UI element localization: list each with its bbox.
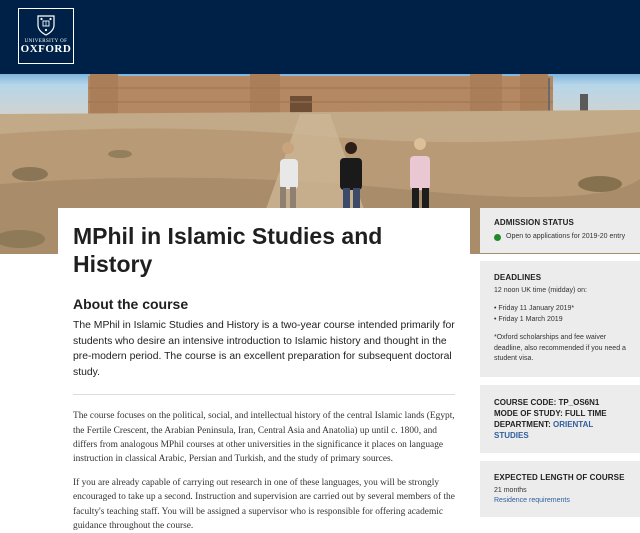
divider xyxy=(73,394,455,395)
course-length-title: EXPECTED LENGTH OF COURSE xyxy=(494,472,625,482)
course-code: COURSE CODE: TP_OS6N1 xyxy=(494,397,600,407)
about-heading: About the course xyxy=(73,296,189,312)
mode-of-study: MODE OF STUDY: FULL TIME xyxy=(494,408,607,418)
admission-status-card xyxy=(480,208,640,253)
department-line xyxy=(494,419,626,441)
course-code-card xyxy=(480,385,640,453)
department-link[interactable]: ORIENTAL STUDIES xyxy=(494,419,594,440)
course-length-value: 21 months xyxy=(494,486,527,494)
crest-icon xyxy=(34,13,58,37)
course-length-card xyxy=(480,461,640,517)
deadlines-title: DEADLINES xyxy=(494,272,542,282)
logo-oxford-text: OXFORD xyxy=(20,43,72,55)
admission-status-title: ADMISSION STATUS xyxy=(494,218,574,227)
logo-university-text: UNIVERSITY OF xyxy=(24,39,68,44)
residence-requirements-link[interactable]: Residence requirements xyxy=(494,497,570,504)
page-title: MPhil in Islamic Studies and History xyxy=(73,223,383,277)
sidebar xyxy=(480,208,640,525)
department-label: DEPARTMENT: xyxy=(494,419,553,429)
oxford-logo[interactable] xyxy=(18,8,74,64)
deadlines-card xyxy=(480,261,640,377)
deadline-item: • Friday 1 March 2019 xyxy=(494,315,563,323)
deadline-item: • Friday 11 January 2019* xyxy=(494,305,575,312)
main-content xyxy=(58,208,470,533)
site-header xyxy=(0,0,640,74)
deadlines-intro: 12 noon UK time (midday) on: xyxy=(494,286,587,294)
body-paragraph-1: The course focuses on the political, social, and intellectual history of the central Islamic lands (Egypt, the Fertile Crescent, the Arabian Peninsula, Iran, Central Asia and Anatolia) up until c. 1800, and differs from analogous MPhil courses at other universities in the significance it places on language instruction in classical Arabic, Persian and Turkish, and the study of primary sources. xyxy=(73,411,455,464)
lead-paragraph: The MPhil in Islamic Studies and History is a two-year course intended primarily for students who desire an intensive introduction to Islamic history and thought in the pre-modern period. The course is an excellent preparation for subsequent doctoral study. xyxy=(73,320,455,378)
admission-status-row xyxy=(494,232,626,243)
admission-status-text: Open to applications for 2019-20 entry xyxy=(506,233,626,240)
deadlines-note: *Oxford scholarships and fee waiver deadline, also recommended if you need a student visa. xyxy=(494,334,626,362)
status-dot-icon xyxy=(494,234,501,241)
body-paragraph-2: If you are already capable of carrying out research in one of these languages, you will be strongly encouraged to take up a second. Instruction and supervision are carried out by several members of the faculty's teaching staff. You will be assigned a supervisor who is responsible for offering academic guidance throughout the course. xyxy=(73,478,455,531)
